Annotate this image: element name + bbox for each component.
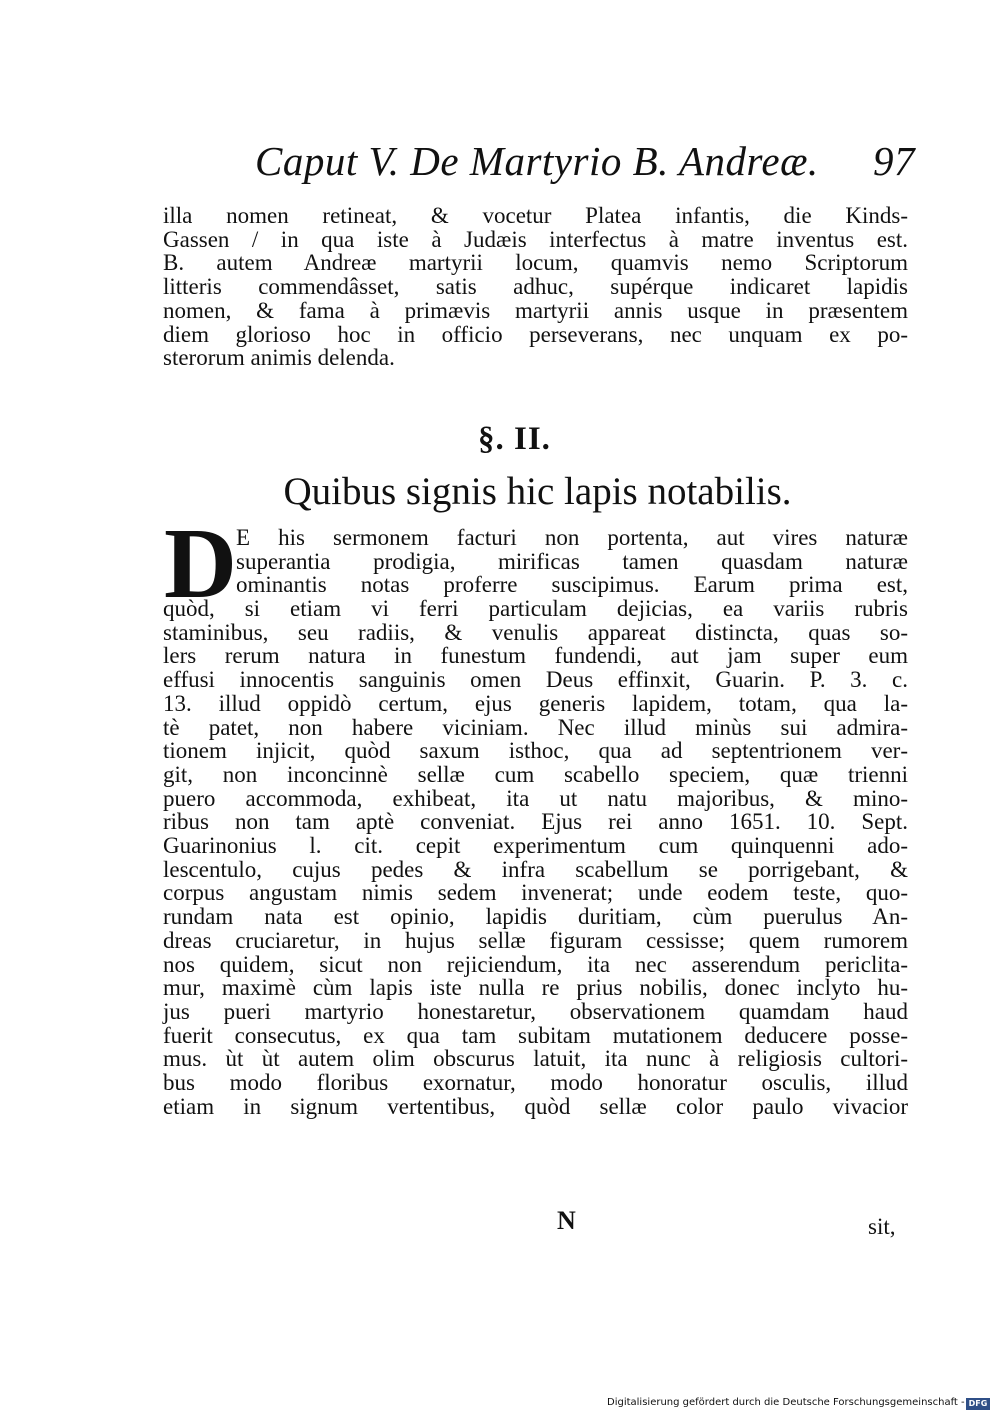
text-line: diem glorioso hoc in officio perseverans, nec unquam ex po‑ [163,321,908,347]
text-line: nomen, & fama à primævis martyrii annis usque in præsentem [163,297,908,323]
text-line: mur, maximè cùm lapis iste nulla re prius nobilis, donec inclyto hu‑ [163,975,908,1001]
text-line: Gassen / in qua iste à Judæis interfectus à matre inventus est. [163,226,908,252]
text-line: mus. ùt ùt autem olim obscurus latuit, ita nunc à religiosis cultori‑ [163,1046,908,1072]
text-line: git, non inconcinnè sellæ cum scabello speciem, quæ trienni [163,761,908,787]
text-line: B. autem Andreæ martyrii locum, quamvis nemo Scriptorum [163,250,908,276]
text-line: staminibus, seu radiis, & venulis appareat distincta, quas so‑ [163,619,908,645]
text-line: litteris commendâsset, satis adhuc, supérque indicaret lapidis [163,274,908,300]
section-mark: §. II. [478,421,551,457]
text-line: ominantis notas proferre suscipimus. Earum prima est, [236,572,908,598]
text-line: 13. illud oppidò certum, ejus generis lapidem, totam, qua la‑ [163,690,908,716]
text-line: E his sermonem facturi non portenta, aut vires naturæ [236,525,908,550]
text-line: etiam in signum vertentibus, quòd sellæ color paulo vivacior [163,1093,908,1119]
running-title: Caput V. De Martyrio B. Andreæ. [255,138,819,184]
text-line: superantia prodigia, mirificas tamen quasdam naturæ [236,548,908,574]
text-line: Guarinonius l. cit. cepit experimentum cum quinquenni ado‑ [163,833,908,859]
text-line: corpus angustam nimis sedem invenerat; unde eodem teste, quo‑ [163,880,908,906]
dfg-logo: DFG [966,1398,990,1410]
text-line: tionem injicit, quòd saxum isthoc, qua ad septentrionem ver‑ [163,738,908,764]
drop-initial: D [164,507,237,619]
text-line: dreas cruciaretur, in hujus sellæ figuram cessisse; quem rumorem [163,927,908,953]
intro-paragraph [163,204,908,370]
text-line: illa nomen retineat, & vocetur Platea infantis, die Kinds‑ [163,203,908,228]
text-line: nos quidem, sicut non rejiciendum, ita nec asserendum periclita‑ [163,951,908,977]
text-line: fuerit consecutus, ex qua tam subitam mutationem deducere posse‑ [163,1022,908,1048]
catchword: sit, [868,1214,896,1239]
text-line: rundam nata est opinio, lapidis duritiam, cùm puerulus An‑ [163,904,908,930]
funding-note: Digitalisierung gefördert durch die Deutsche Forschungsgemeinschaft - [607,1397,965,1408]
page-number: 97 [873,138,915,184]
text-line: effusi innocentis sanguinis omen Deus effinxit, Guarin. P. 3. c. [163,667,908,693]
section-title: Quibus signis hic lapis notabilis. [283,470,792,513]
text-line: sterorum animis delenda. [163,345,395,371]
text-line: lescentulo, cujus pedes & infra scabellum se porrigebant, & [163,856,908,882]
signature-mark: N [557,1206,576,1235]
text-line: puero accommoda, exhibeat, ita ut natu majoribus, & mino‑ [163,785,908,811]
text-line: ribus non tam aptè conveniat. Ejus rei anno 1651. 10. Sept. [163,809,908,835]
main-paragraph [163,597,908,1118]
text-line: lers rerum natura in funestum fundendi, aut jam super eum [163,643,908,669]
text-line: tè patet, non habere viciniam. Nec illud minùs sui admira‑ [163,714,908,740]
text-line: quòd, si etiam vi ferri particulam dejicias, ea variis rubris [163,596,908,621]
text-line: jus pueri martyrio honestaretur, observationem quamdam haud [163,998,908,1024]
opening-lines [236,526,908,597]
running-head [255,132,915,190]
text-line: bus modo floribus exornatur, modo honoratur osculis, illud [163,1070,908,1096]
